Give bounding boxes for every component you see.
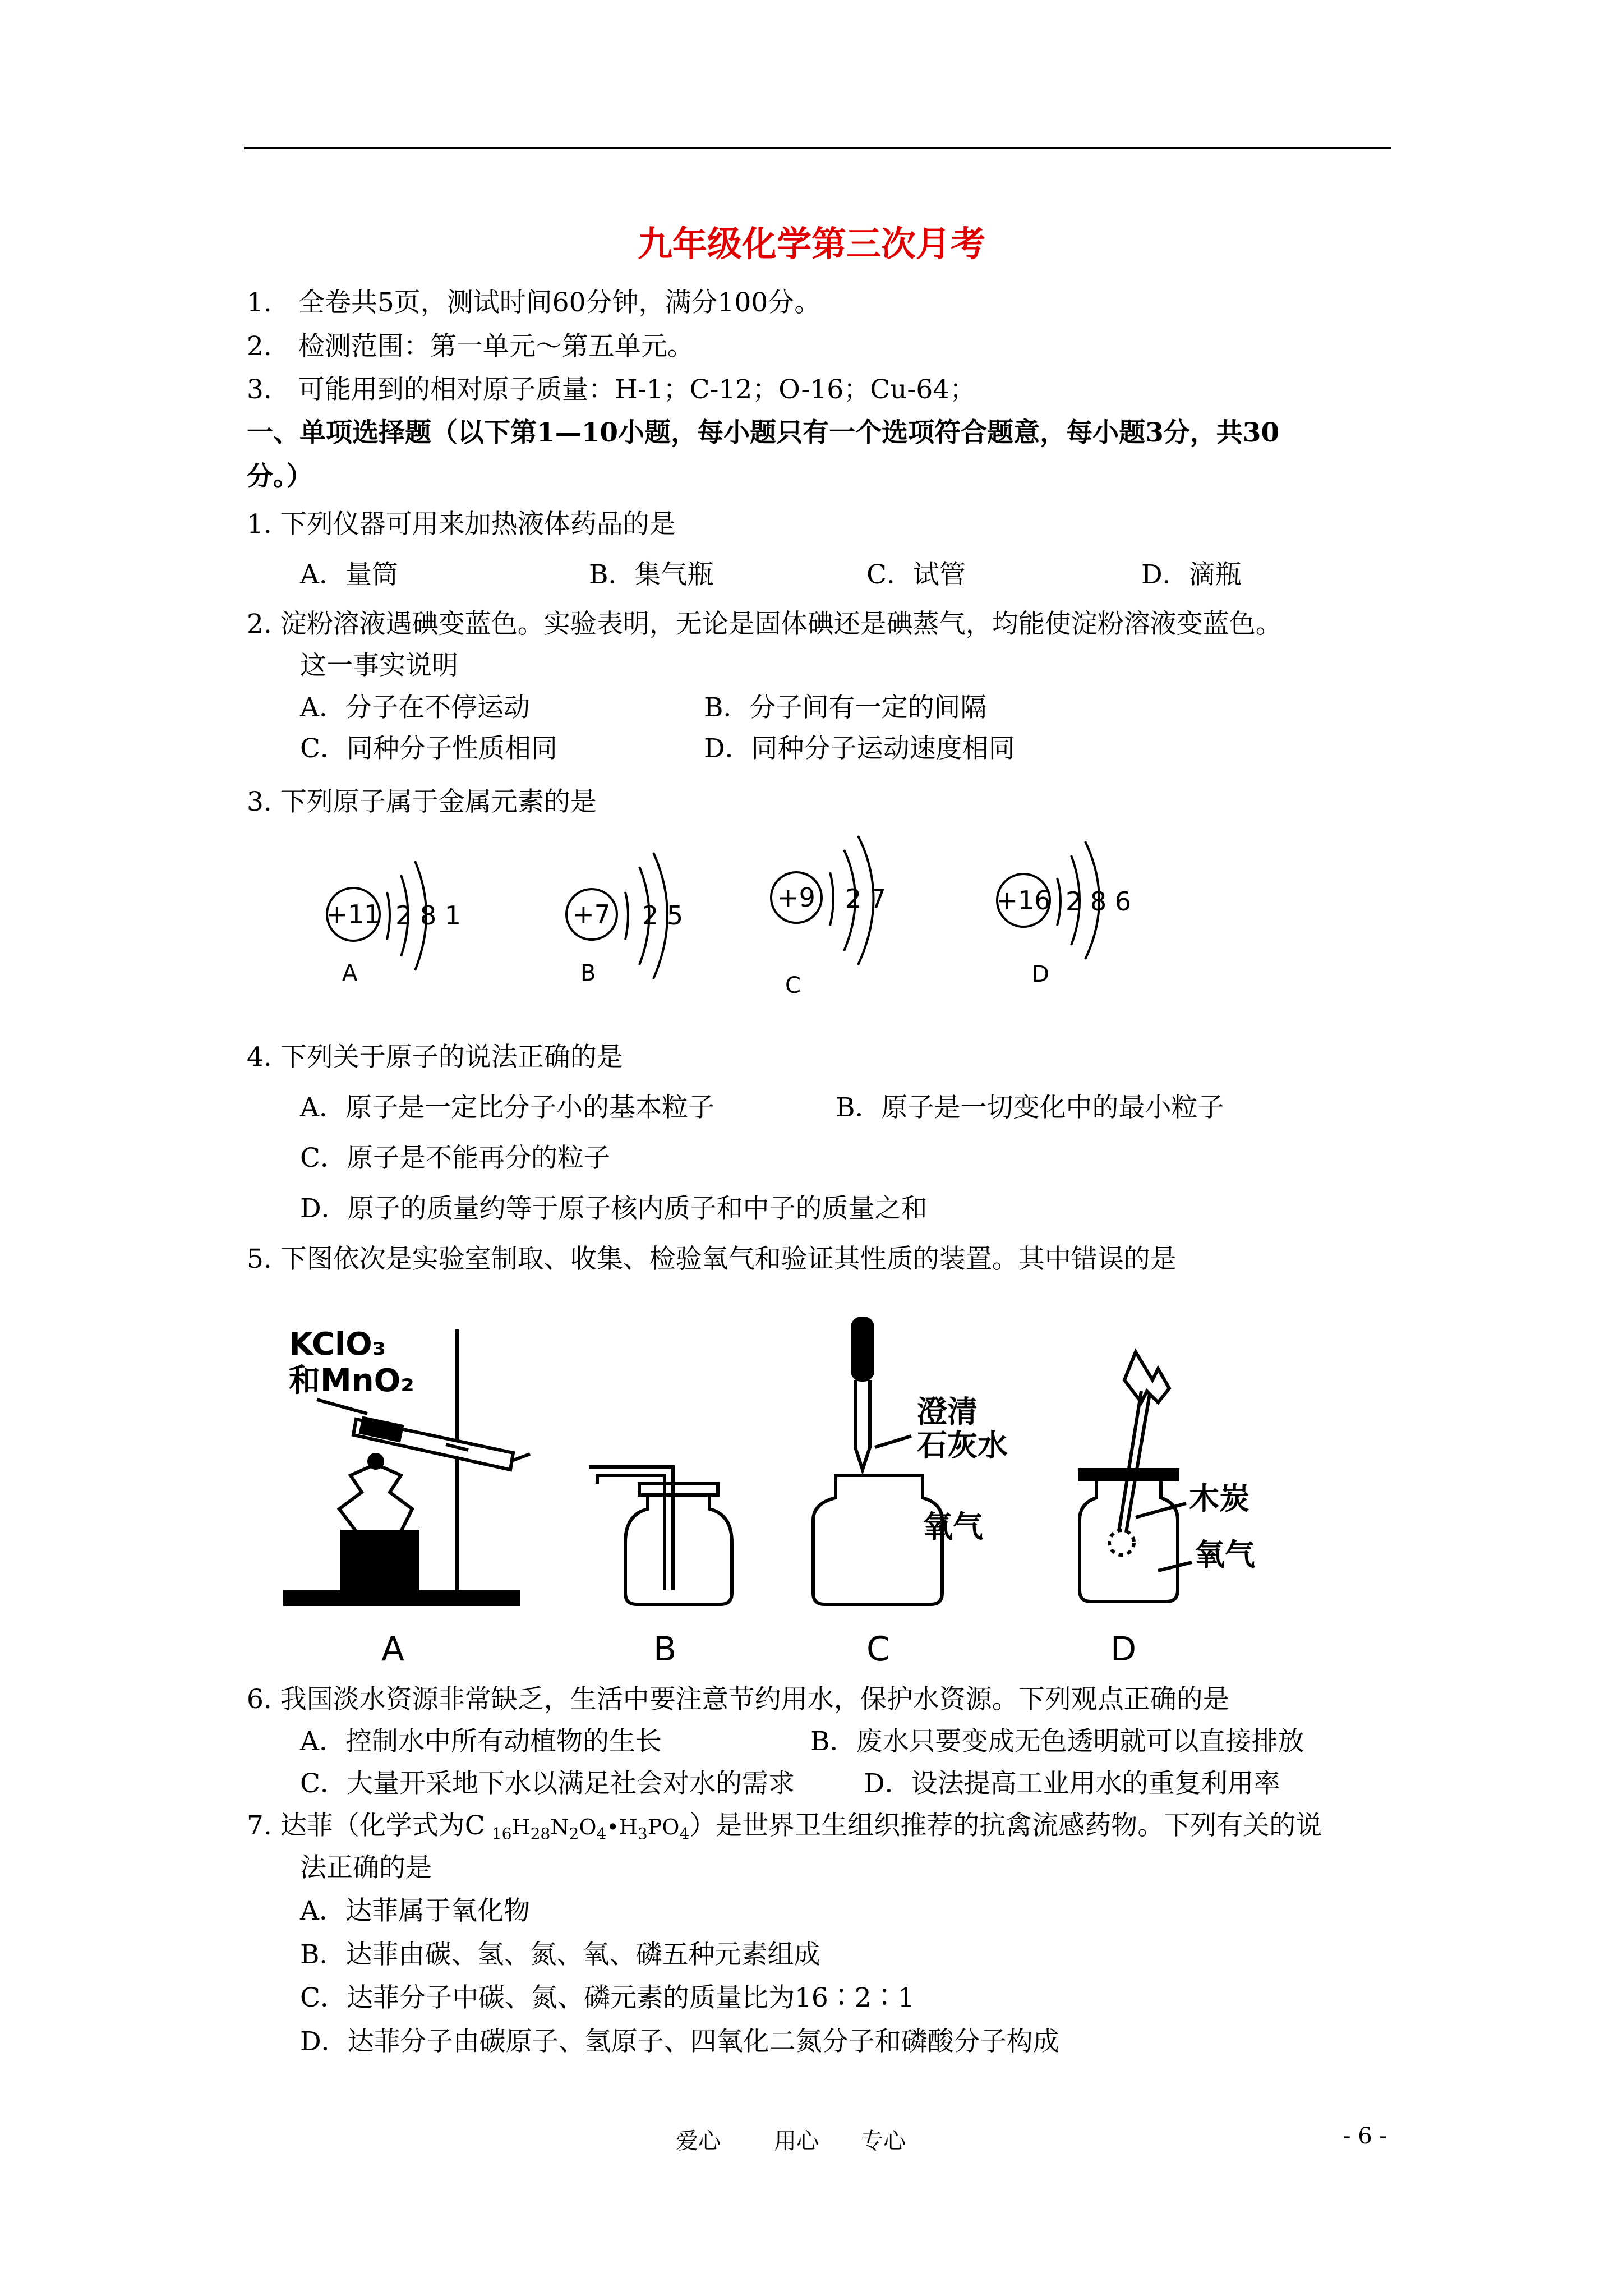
label-clear: 澄清: [917, 1394, 978, 1429]
formula-sub-o: 4: [596, 1824, 607, 1843]
q2-option-c: C．同种分子性质相同: [300, 733, 557, 764]
q2-stem: 2. 淀粉溶液遇碘变蓝色。实验表明，无论是固体碘还是碘蒸气，均能使淀粉溶液变蓝色。: [247, 609, 1282, 639]
page-title: 九年级化学第三次月考: [637, 223, 985, 264]
atom-b-shells: 2 5: [642, 900, 684, 931]
q6-option-b: B．废水只要变成无色透明就可以直接排放: [810, 1726, 1304, 1757]
label-oxygen-d: 氧气: [1195, 1537, 1255, 1572]
atom-d-nucleus: +16: [996, 885, 1051, 915]
atom-c-label: C: [785, 973, 801, 999]
q6-option-d: D．设法提高工业用水的重复利用率: [864, 1768, 1280, 1799]
label-charcoal: 木炭: [1189, 1481, 1249, 1516]
atom-diagram-c: [771, 836, 886, 999]
header-rule: [244, 147, 1391, 149]
note-1: 1. 全卷共5页，测试时间60分钟，满分100分。: [247, 287, 821, 318]
q7-option-a: A．达菲属于氧化物: [300, 1895, 530, 1926]
atom-a-shells: 2 8 1: [395, 900, 462, 931]
q7-stem: 7. 达菲（化学式为C $_{16}H_{28}N_2O_4•H_3PO_4$）是世界卫生组织推荐的抗禽流感药物。下列有关的说: [247, 1810, 1322, 1843]
atom-diagram-d: [996, 841, 1131, 987]
label-limewater: 石灰水: [917, 1428, 1008, 1463]
footer-motto-1: 爱心: [676, 2128, 721, 2154]
q2-option-b: B．分子间有一定的间隔: [704, 692, 987, 723]
q7-stem-pre: 7. 达菲（化学式为C: [247, 1810, 485, 1841]
q6-stem: 6. 我国淡水资源非常缺乏，生活中要注意节约用水，保护水资源。下列观点正确的是: [247, 1684, 1229, 1715]
q5-stem: 5. 下图依次是实验室制取、收集、检验氧气和验证其性质的装置。其中错误的是: [247, 1244, 1177, 1274]
atom-a-label: A: [342, 960, 358, 986]
atom-c-nucleus: +9: [777, 882, 815, 913]
q1-stem: 1. 下列仪器可用来加热液体药品的是: [247, 509, 676, 540]
atom-diagram-b: [566, 853, 683, 986]
label-kclo3: KClO₃: [289, 1326, 386, 1363]
footer-motto-2: 用心: [774, 2128, 819, 2154]
q2-option-a: A．分子在不停运动: [300, 692, 530, 723]
label-apparatus-d: D: [1110, 1630, 1137, 1666]
label-apparatus-a: A: [381, 1630, 405, 1666]
formula-sub-c: 16: [491, 1824, 512, 1843]
atom-c-shells: 2 7: [845, 884, 887, 914]
atom-diagram-a: [326, 861, 461, 986]
apparatus-c: [813, 1318, 1008, 1666]
atom-structure-diagrams: [303, 830, 1200, 1010]
q4-option-a: A．原子是一定比分子小的基本粒子: [300, 1092, 714, 1123]
formula-sub-h: 28: [530, 1824, 551, 1843]
oxygen-apparatus-figure: [283, 1307, 1338, 1666]
q3-stem: 3. 下列原子属于金属元素的是: [247, 786, 597, 817]
q1-option-a: A．量筒: [300, 559, 398, 590]
page-number: - 6 -: [1343, 2123, 1387, 2149]
q7-stem-cont: 法正确的是: [300, 1852, 432, 1883]
q7-stem-post: ）是世界卫生组织推荐的抗禽流感药物。下列有关的说: [689, 1810, 1322, 1841]
q4-stem: 4. 下列关于原子的说法正确的是: [247, 1042, 623, 1073]
atom-b-nucleus: +7: [573, 899, 611, 930]
label-oxygen-c: 氧气: [923, 1509, 983, 1544]
apparatus-d: [1080, 1352, 1255, 1666]
note-2: 2. 检测范围：第一单元～第五单元。: [247, 331, 694, 362]
formula-sub-n: 2: [569, 1824, 579, 1843]
q6-option-c: C．大量开采地下水以满足社会对水的需求: [300, 1768, 795, 1799]
q4-option-c: C．原子是不能再分的粒子: [300, 1143, 610, 1174]
q4-option-d: D．原子的质量约等于原子核内质子和中子的质量之和: [300, 1193, 928, 1224]
label-apparatus-b: B: [653, 1630, 677, 1666]
label-apparatus-c: C: [866, 1630, 890, 1666]
q2-option-d: D．同种分子运动速度相同: [704, 733, 1015, 764]
footer-motto-3: 专心: [861, 2128, 906, 2154]
q4-option-b: B．原子是一切变化中的最小粒子: [836, 1092, 1224, 1123]
formula-po: PO: [647, 1815, 680, 1839]
atom-a-nucleus: +11: [326, 899, 381, 930]
section-heading: 一、单项选择题（以下第1—10小题，每小题只有一个选项符合题意，每小题3分，共30: [247, 417, 1280, 448]
atom-b-label: B: [580, 960, 596, 986]
formula-dot-h: •H: [606, 1815, 638, 1839]
q2-stem-cont: 这一事实说明: [300, 650, 458, 681]
formula-sub-o4: 4: [679, 1824, 690, 1843]
q1-option-d: D．滴瓶: [1141, 559, 1242, 590]
label-mno2: 和MnO₂: [289, 1363, 414, 1399]
q7-option-d: D．达菲分子由碳原子、氢原子、四氧化二氮分子和磷酸分子构成: [300, 2026, 1059, 2057]
q7-option-c: C．达菲分子中碳、氮、磷元素的质量比为16∶2∶1: [300, 1982, 915, 2013]
formula-sub-h3: 3: [637, 1824, 648, 1843]
atom-d-shells: 2 8 6: [1066, 886, 1132, 917]
apparatus-a: [283, 1326, 530, 1666]
q7-option-b: B．达菲由碳、氢、氮、氧、磷五种元素组成: [300, 1939, 820, 1970]
apparatus-b: [589, 1467, 732, 1666]
q6-option-a: A．控制水中所有动植物的生长: [300, 1726, 662, 1757]
atom-d-label: D: [1032, 961, 1049, 987]
section-heading-cont: 分。）: [247, 461, 313, 492]
note-3: 3. 可能用到的相对原子质量：H-1；C-12；O-16；Cu-64；: [247, 374, 976, 405]
q1-option-c: C．试管: [866, 559, 966, 590]
q1-option-b: B．集气瓶: [589, 559, 714, 590]
